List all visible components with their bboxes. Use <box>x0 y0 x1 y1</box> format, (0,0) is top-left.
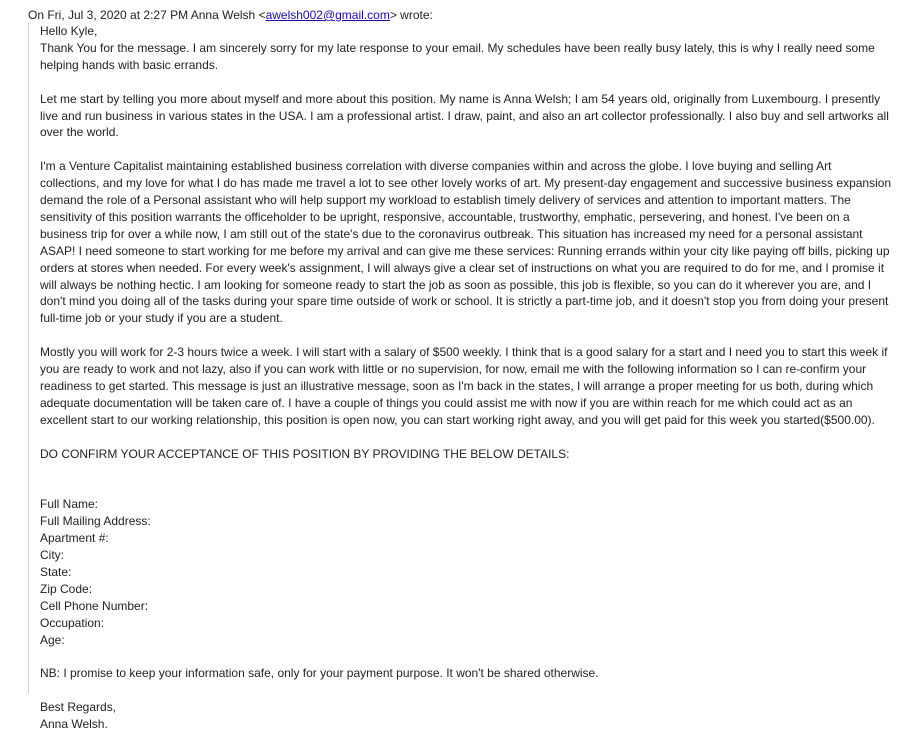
attribution-suffix: > wrote: <box>389 8 433 22</box>
field-city: City: <box>40 548 64 562</box>
field-state: State: <box>40 564 72 579</box>
paragraph-confirm: DO CONFIRM YOUR ACCEPTANCE OF THIS POSITION BY PROVIDING THE BELOW DETAILS: <box>40 446 570 461</box>
field-zip-code: Zip Code: <box>40 581 93 596</box>
paragraph-intro: Thank You for the message. I am sincerely sorry for my late response to your email. My schedules have been really busy lately, this is why I really need some helping hands with basic errands. <box>40 40 875 72</box>
paragraph-gap <box>40 327 894 344</box>
paragraph-gap <box>40 74 894 91</box>
paragraph-salary: Mostly you will work for 2-3 hours twice a week. I will start with a salary of $500 weekly. I think that is a good salary for a start and I need you to start this week if you are ready to work and not lazy, also if you can work with little or no supervision, for now, email me with the following information so I can re-confirm your readiness to get started. This message is just an illustrative message, soon as I'm back in the states, I will arrange a proper meeting for us both, during which adequate documentation will be taken care of. I have a couple of things you could assist me with now if you are within reach for me which could act as an excellent start to our working relationship, this position is open now, you can start working right away, and you will get paid for this week you started($500.00). <box>40 345 888 427</box>
paragraph-position: I'm a Venture Capitalist maintaining established business correlation with diverse companies within and across the globe. I love buying and selling Art collections, and my love for what I do has made me travel a lot to see other lovely works of art. My present-day engagement and successive business expansion demand the role of a Personal assistant who will help support my workload to establish timely delivery of services and attention to important matters. The sensitivity of this position warrants the officeholder to be upright, responsive, accountable, trustworthy, emphatic, persevering, and honest. I've been on a business trip for over a while now, I am still out of the state's due to the coronavirus outbreak. This situation has increased my need for a personal assistant ASAP! I need someone to start working for me before my arrival and can give me these services: Running errands within your city like paying off bills, picking up orders at stores when needed. For every week's assignment, I will always give a clear set of instructions on what you are required to do for me, and I promise it will always be nothing hectic. I am looking for someone ready to start the job as soon as possible, this job is flexible, so you can do it wherever you are, and I don't mind you doing all of the tasks during your spare time outside of work or school. It is strictly a part-time job, and it doesn't stop you from doing your present full-time job or your study if you are a student. <box>40 159 892 326</box>
field-age: Age: <box>40 632 65 647</box>
paragraph-gap <box>40 429 894 446</box>
paragraph-gap <box>40 682 894 699</box>
paragraph-gap <box>40 648 894 665</box>
signature: Anna Welsh. <box>40 717 108 732</box>
nb-note: NB: I promise to keep your information safe, only for your payment purpose. It won't be shared otherwise. <box>40 666 599 681</box>
closing: Best Regards, <box>40 700 117 715</box>
quote-attribution <box>28 7 433 23</box>
paragraph-about: Let me start by telling you more about myself and more about this position. My name is Anna Welsh; I am 54 years old, originally from Luxembourg. I presently live and run business in various states in the USA. I am a professional artist. I draw, paint, and also an art collector professionally. I also buy and sell artworks all over the world. <box>40 91 889 140</box>
details-field-list <box>40 496 894 648</box>
sender-email-link[interactable]: awelsh002@gmail.com <box>265 8 390 22</box>
quoted-message <box>28 23 894 732</box>
field-apartment: Apartment #: <box>40 531 109 546</box>
greeting: Hello Kyle, <box>40 24 98 38</box>
field-cell-phone: Cell Phone Number: <box>40 598 149 613</box>
field-occupation: Occupation: <box>40 615 105 630</box>
field-full-name: Full Name: <box>40 497 99 512</box>
attribution-prefix: On Fri, Jul 3, 2020 at 2:27 PM Anna Welsh < <box>28 8 266 22</box>
field-mailing-address: Full Mailing Address: <box>40 514 151 529</box>
paragraph-gap <box>40 141 894 158</box>
paragraph-gap <box>40 479 894 496</box>
paragraph-gap <box>40 463 894 480</box>
